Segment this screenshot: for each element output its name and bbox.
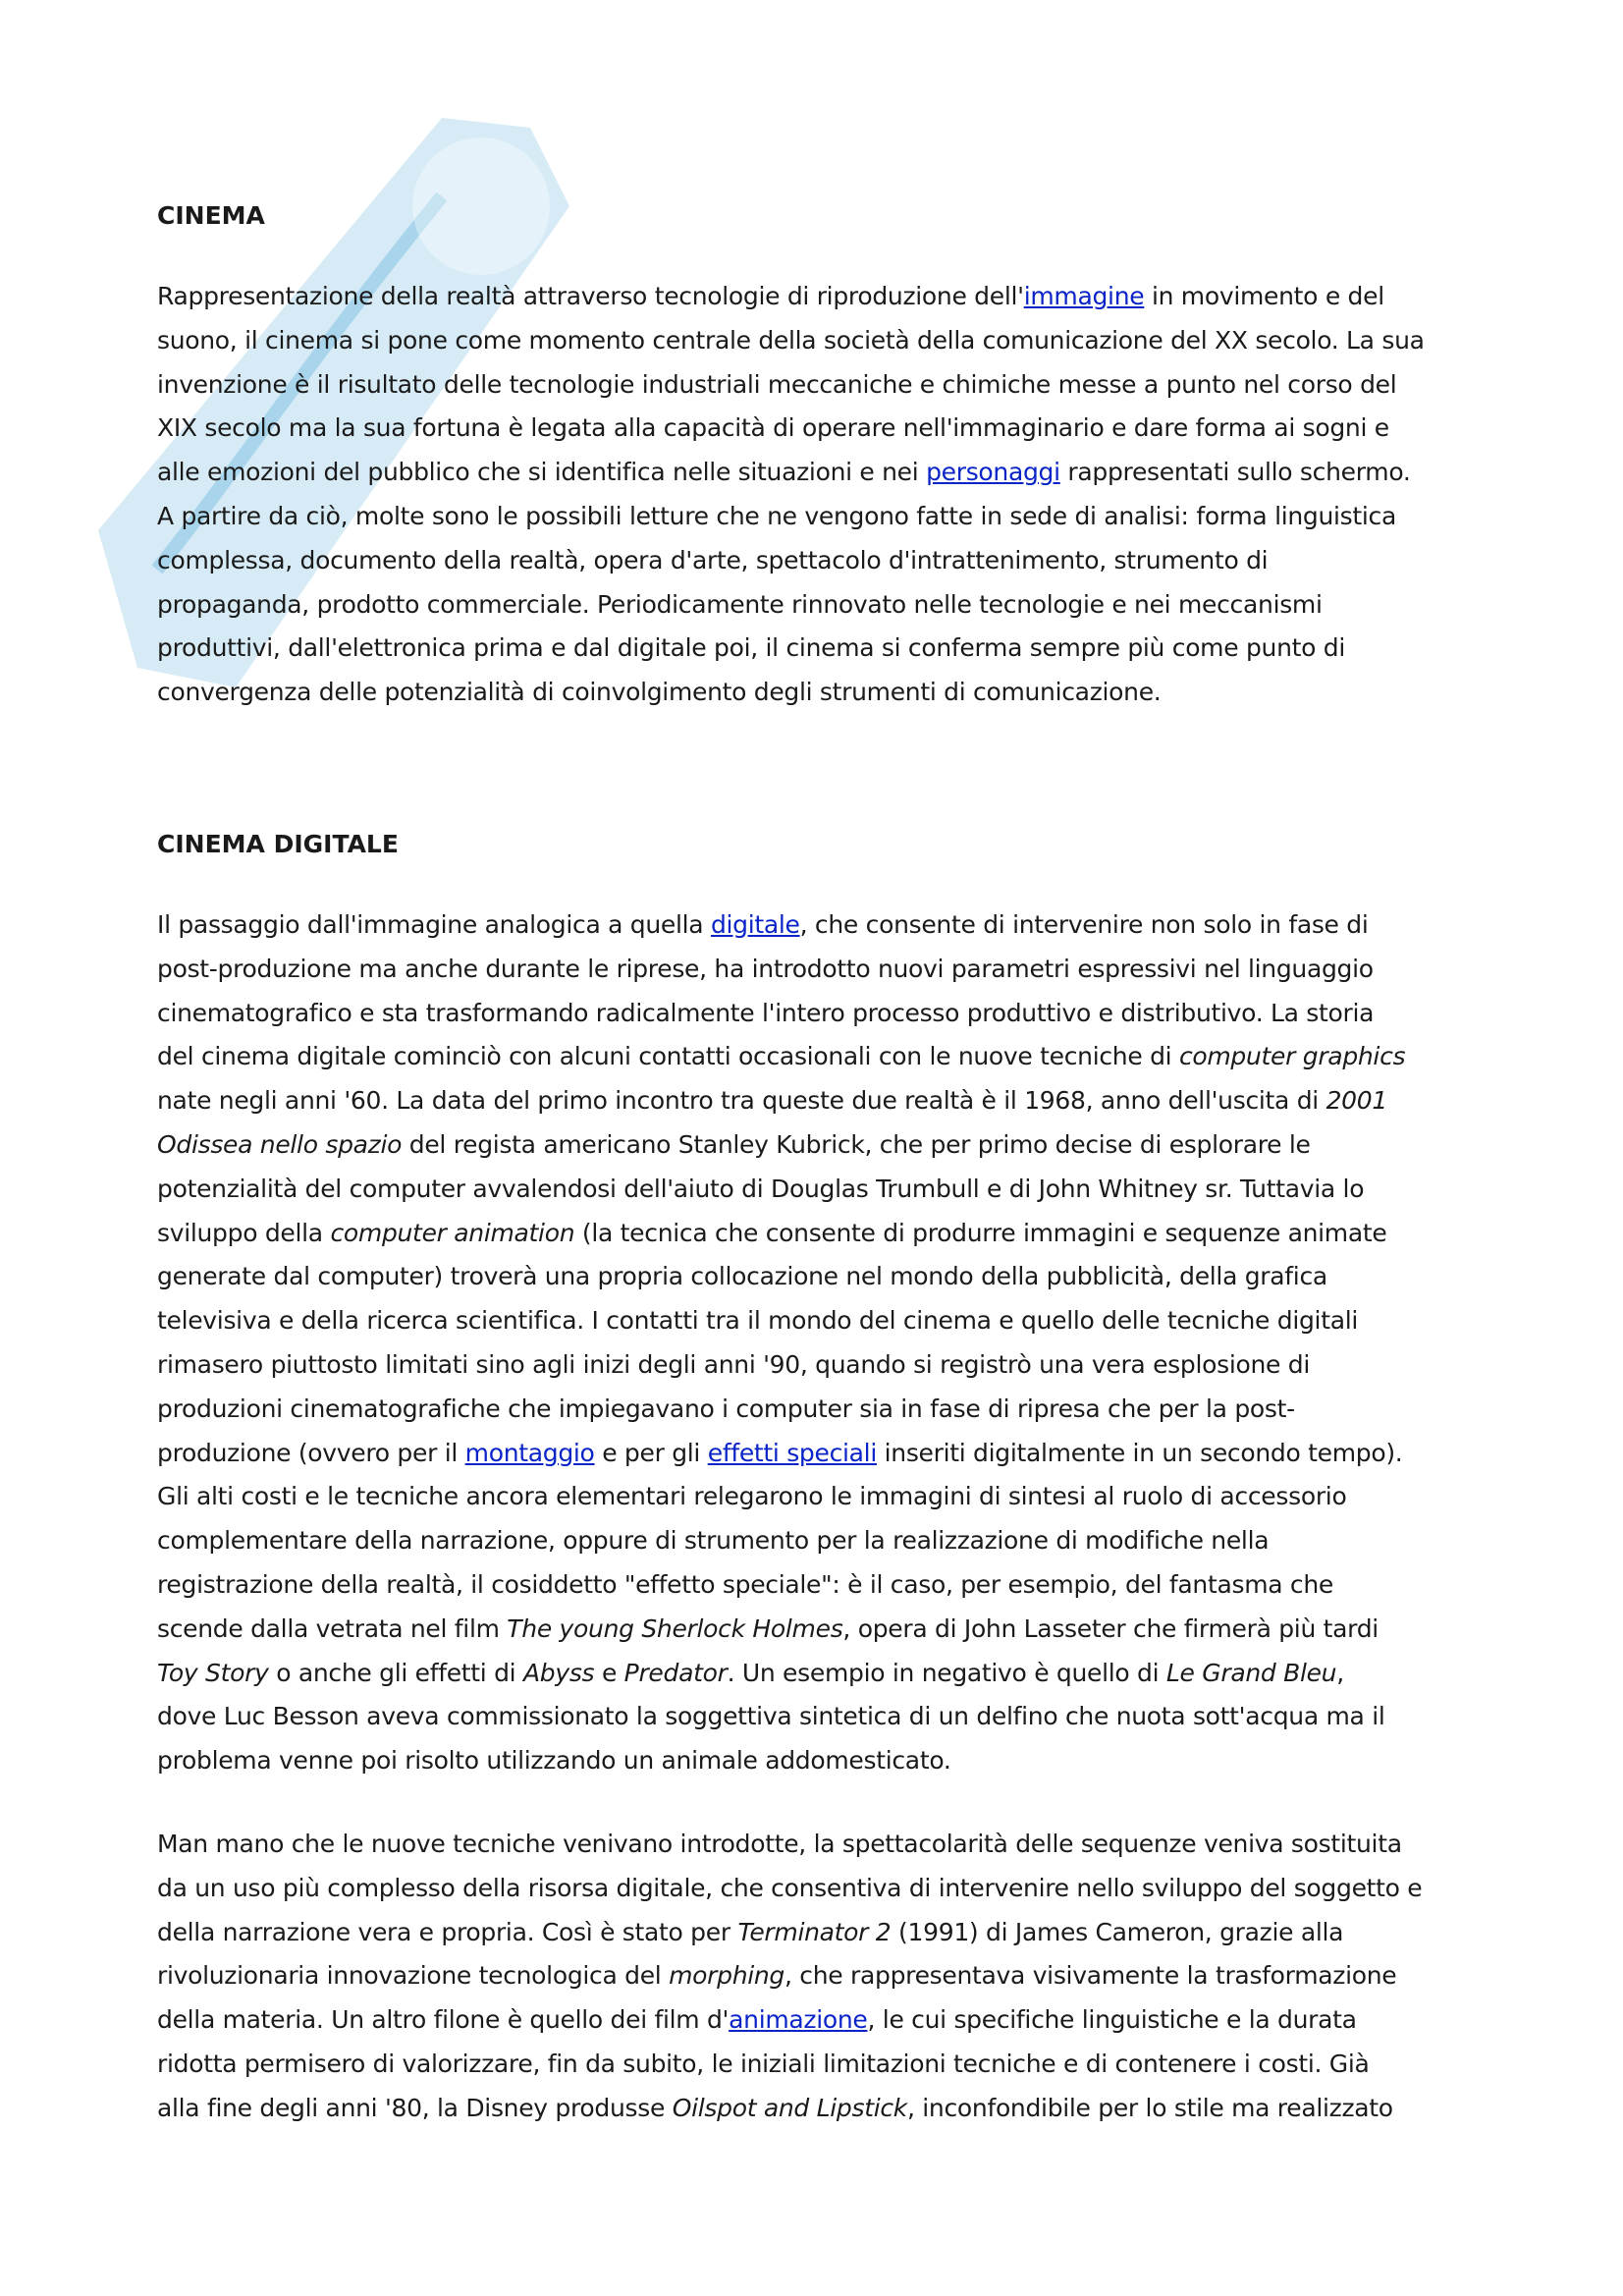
text-line bbox=[157, 1432, 1492, 1476]
text-run: A partire da ciò, molte sono le possibili letture che ne vengono fatte in sede di analisi: forma linguistica bbox=[157, 501, 1397, 530]
text-run: complementare della narrazione, oppure di strumento per la realizzazione di modifiche nella bbox=[157, 1526, 1270, 1556]
text-line bbox=[157, 903, 1492, 948]
text-run: inseriti digitalmente in un secondo tempo). bbox=[876, 1438, 1403, 1467]
italic-title: Abyss bbox=[522, 1658, 595, 1687]
text-line bbox=[157, 1035, 1492, 1079]
text-run: produzione (ovvero per il bbox=[157, 1438, 465, 1467]
paragraph-cinema-digitale-1 bbox=[157, 903, 1492, 1783]
text-run: cinematografico e sta trasformando radicalmente l'intero processo produttivo e distributivo. La storia bbox=[157, 998, 1375, 1027]
text-line bbox=[157, 948, 1492, 992]
text-run: alla fine degli anni '80, la Disney produsse bbox=[157, 2093, 673, 2122]
italic-title: computer animation bbox=[330, 1218, 575, 1247]
hyperlink-digitale[interactable]: digitale bbox=[710, 909, 800, 939]
text-run: televisiva e della ricerca scientifica. I contatti tra il mondo del cinema e quello delle tecniche digitali bbox=[157, 1306, 1359, 1336]
text-run: in movimento e del bbox=[1144, 282, 1384, 310]
text-line bbox=[157, 1299, 1492, 1343]
text-run: rappresentati sullo schermo. bbox=[1059, 458, 1411, 487]
text-run: dove Luc Besson aveva commissionato la soggettiva sintetica di un delfino che nuota sott'acqua ma il bbox=[157, 1702, 1385, 1731]
text-run: complessa, documento della realtà, opera d'arte, spettacolo d'intrattenimento, strumento di bbox=[157, 545, 1269, 574]
text-run: del cinema digitale cominciò con alcuni contatti occasionali con le nuove tecniche di bbox=[157, 1042, 1179, 1071]
text-line bbox=[157, 319, 1492, 363]
text-line bbox=[157, 495, 1492, 539]
italic-title: Le Grand Bleu bbox=[1165, 1658, 1337, 1687]
text-line bbox=[157, 363, 1492, 408]
text-run: registrazione della realtà, il cosiddetto "effetto speciale": è il caso, per esempio, del fantasma che bbox=[157, 1569, 1334, 1599]
text-run: , bbox=[1336, 1658, 1344, 1687]
text-run: da un uso più complesso della risorsa digitale, che consentiva di intervenire nello sviluppo del soggetto e bbox=[157, 1873, 1423, 1902]
text-run: generate dal computer) troverà una propria collocazione nel mondo della pubblicità, della grafica bbox=[157, 1262, 1327, 1291]
text-run: scende dalla vetrata nel film bbox=[157, 1613, 508, 1643]
italic-title: Oilspot and Lipstick bbox=[672, 2093, 907, 2122]
text-line bbox=[157, 671, 1492, 715]
text-run: , inconfondibile per lo stile ma realizzato bbox=[906, 2093, 1393, 2122]
text-run: . Un esempio in negativo è quello di bbox=[727, 1658, 1166, 1687]
text-line bbox=[157, 1519, 1492, 1563]
document-body bbox=[157, 194, 1492, 2130]
text-run: post-produzione ma anche durante le riprese, ha introdotto nuovi parametri espressivi nel linguaggio bbox=[157, 954, 1374, 983]
text-line bbox=[157, 1739, 1492, 1783]
text-run: sviluppo della bbox=[157, 1218, 331, 1247]
text-run: (la tecnica che consente di produrre immagini e sequenze animate bbox=[574, 1218, 1387, 1247]
text-line bbox=[157, 1212, 1492, 1256]
italic-title: Predator bbox=[623, 1658, 728, 1687]
text-line bbox=[157, 1168, 1492, 1212]
text-run: e bbox=[594, 1658, 624, 1687]
text-line bbox=[157, 1867, 1492, 1911]
hyperlink-effetti-speciali[interactable]: effetti speciali bbox=[707, 1438, 877, 1467]
text-line bbox=[157, 1255, 1492, 1299]
italic-title: Toy Story bbox=[157, 1658, 269, 1687]
text-run: XIX secolo ma la sua fortuna è legata alla capacità di operare nell'immaginario e dare forma ai sogni e bbox=[157, 413, 1389, 443]
text-run: convergenza delle potenzialità di coinvolgimento degli strumenti di comunicazione. bbox=[157, 678, 1162, 707]
text-line bbox=[157, 1123, 1492, 1168]
text-run: Il passaggio dall'immagine analogica a quella bbox=[157, 909, 711, 939]
text-run: Rappresentazione della realtà attraverso tecnologie di riproduzione dell' bbox=[157, 282, 1024, 310]
text-line bbox=[157, 1608, 1492, 1652]
text-run: della materia. Un altro filone è quello dei film d' bbox=[157, 2005, 730, 2035]
text-line bbox=[157, 992, 1492, 1036]
text-run: suono, il cinema si pone come momento centrale della società della comunicazione del XX secolo. La sua bbox=[157, 325, 1425, 355]
hyperlink-immagine[interactable]: immagine bbox=[1023, 282, 1145, 310]
italic-title: Odissea nello spazio bbox=[157, 1129, 403, 1159]
text-run: , le cui specifiche linguistiche e la durata bbox=[867, 2005, 1357, 2035]
text-run: potenzialità del computer avvalendosi dell'aiuto di Douglas Trumbull e di John Whitney sr. Tuttavia lo bbox=[157, 1174, 1365, 1203]
text-run: problema venne poi risolto utilizzando un animale addomesticato. bbox=[157, 1746, 951, 1776]
text-line bbox=[157, 407, 1492, 451]
text-line bbox=[157, 1475, 1492, 1519]
text-run: della narrazione vera e propria. Così è stato per bbox=[157, 1917, 738, 1946]
text-run: rimasero piuttosto limitati sino agli inizi degli anni '90, quando si registrò una vera esplosione di bbox=[157, 1349, 1310, 1379]
text-run: produzioni cinematografiche che impiegavano i computer sia in fase di ripresa che per la post- bbox=[157, 1394, 1295, 1423]
text-line bbox=[157, 1652, 1492, 1696]
text-line bbox=[157, 2043, 1492, 2087]
text-line bbox=[157, 1911, 1492, 1955]
italic-title: morphing bbox=[669, 1961, 784, 1991]
text-line bbox=[157, 275, 1492, 319]
text-line bbox=[157, 1695, 1492, 1739]
text-run: del regista americano Stanley Kubrick, che per primo decise di esplorare le bbox=[402, 1129, 1311, 1159]
text-line bbox=[157, 2087, 1492, 2131]
text-run: , che rappresentava visivamente la trasformazione bbox=[784, 1961, 1397, 1991]
italic-title: computer graphics bbox=[1178, 1042, 1406, 1071]
italic-title: 2001 bbox=[1325, 1086, 1388, 1116]
text-line bbox=[157, 583, 1492, 628]
text-line bbox=[157, 1343, 1492, 1388]
text-line bbox=[157, 1954, 1492, 1998]
hyperlink-montaggio[interactable]: montaggio bbox=[464, 1438, 595, 1467]
text-run: ridotta permisero di valorizzare, fin da subito, le iniziali limitazioni tecniche e di contenere i costi. Già bbox=[157, 2049, 1370, 2078]
text-line bbox=[157, 1079, 1492, 1123]
text-run: produttivi, dall'elettronica prima e dal digitale poi, il cinema si conferma sempre più come punto di bbox=[157, 633, 1345, 663]
text-run: propaganda, prodotto commerciale. Periodicamente rinnovato nelle tecnologie e nei meccanismi bbox=[157, 589, 1323, 619]
text-run: e per gli bbox=[594, 1438, 708, 1467]
text-run: (1991) di James Cameron, grazie alla bbox=[891, 1917, 1344, 1946]
text-run: nate negli anni '60. La data del primo incontro tra queste due realtà è il 1968, anno dell'uscita di bbox=[157, 1086, 1326, 1116]
paragraph-cinema bbox=[157, 275, 1492, 715]
text-line bbox=[157, 1563, 1492, 1608]
text-line bbox=[157, 539, 1492, 583]
text-line bbox=[157, 1388, 1492, 1432]
text-run: alle emozioni del pubblico che si identifica nelle situazioni e nei bbox=[157, 458, 927, 487]
text-run: , opera di John Lasseter che firmerà più tardi bbox=[842, 1613, 1379, 1643]
text-run: rivoluzionaria innovazione tecnologica del bbox=[157, 1961, 670, 1991]
section-title-cinema-digitale: CINEMA DIGITALE bbox=[157, 829, 399, 858]
text-run: invenzione è il risultato delle tecnologie industriali meccaniche e chimiche messe a punto nel corso del bbox=[157, 369, 1397, 399]
hyperlink-animazione[interactable]: animazione bbox=[729, 2005, 868, 2035]
text-run: , che consente di intervenire non solo in fase di bbox=[799, 909, 1369, 939]
text-run: Man mano che le nuove tecniche venivano introdotte, la spettacolarità delle sequenze veniva sostituita bbox=[157, 1829, 1402, 1858]
text-run: o anche gli effetti di bbox=[268, 1658, 523, 1687]
paragraph-cinema-digitale-2 bbox=[157, 1823, 1492, 2131]
hyperlink-personaggi[interactable]: personaggi bbox=[926, 458, 1060, 487]
section-title-cinema: CINEMA bbox=[157, 201, 265, 230]
italic-title: The young Sherlock Holmes bbox=[507, 1613, 843, 1643]
text-line bbox=[157, 451, 1492, 495]
text-run: Gli alti costi e le tecniche ancora elementari relegarono le immagini di sintesi al ruolo di accessorio bbox=[157, 1482, 1347, 1511]
text-line bbox=[157, 627, 1492, 671]
text-line bbox=[157, 1823, 1492, 1867]
italic-title: Terminator 2 bbox=[737, 1917, 892, 1946]
text-line bbox=[157, 1998, 1492, 2043]
